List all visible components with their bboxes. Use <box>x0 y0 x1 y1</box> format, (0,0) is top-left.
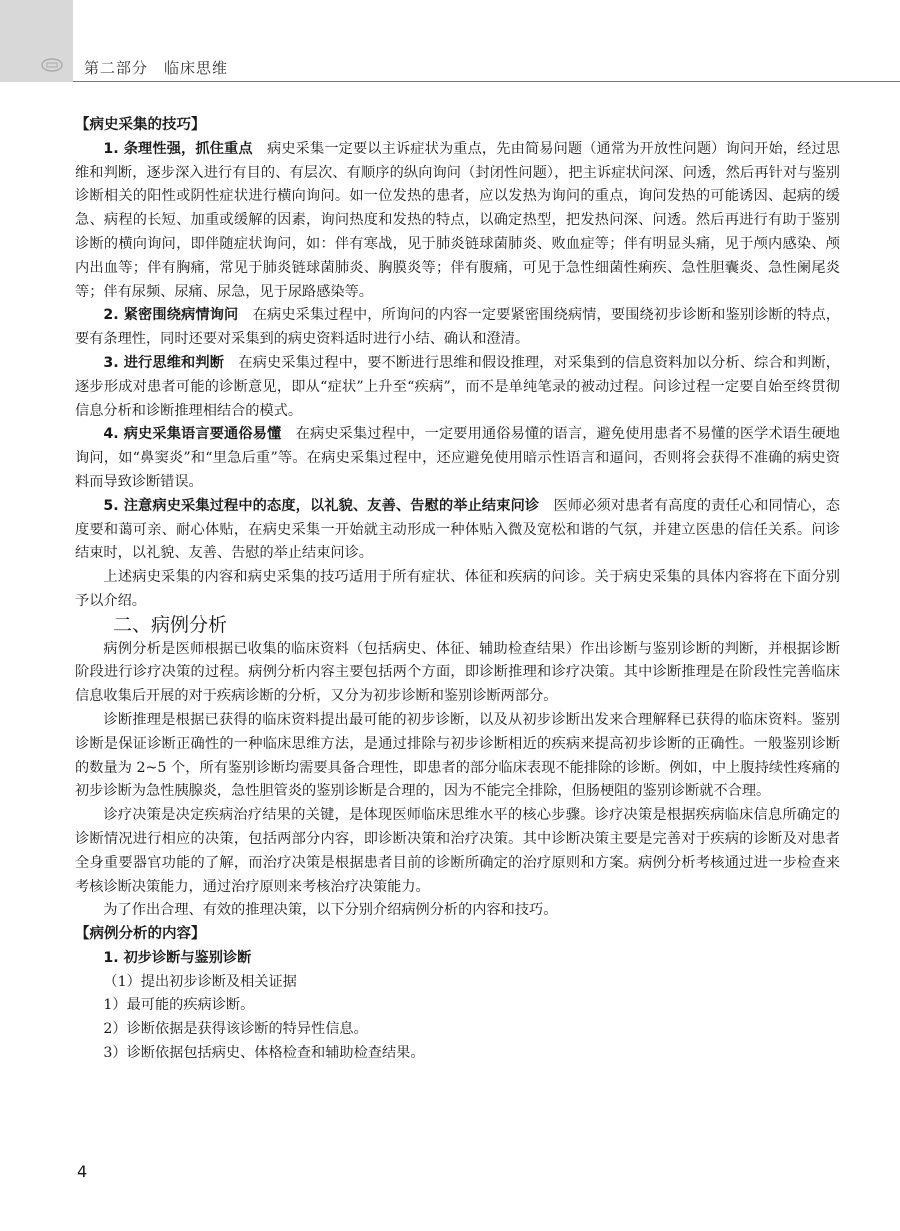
list-item: （1）提出初步诊断及相关证据 <box>103 973 297 990</box>
technique-text: 在病史采集过程中，要不断进行思维和假设推理，对采集到的信息资料加以分析、综合和判断，逐步形成对患者可能的诊断意见，即从“症状”上升至“疾病”，而不是单纯笔录的被动过程。问诊过程一定要自始至终贯彻信息分析和诊断推理相结合的模式。 <box>75 354 840 419</box>
technique-lead: 2. 紧密围绕病情询问 <box>103 307 239 324</box>
technique-text: 医师必须对患者有高度的责任心和同情心，态度要和蔼可亲、耐心体贴，在病史采集一开始就主动形成一种体贴入微及宽松和谐的气氛，并建立医患的信任关系。问诊结束时，以礼貌、友善、告慰的举止结束问诊。 <box>75 497 840 562</box>
techniques-summary: 上述病史采集的内容和病史采集的技巧适用于所有症状、体征和疾病的问诊。关于病史采集的具体内容将在下面分别予以介绍。 <box>75 569 840 609</box>
running-header: 第二部分 临床思维 <box>84 59 229 77</box>
technique-item <box>75 138 840 305</box>
list-item: 2）诊断依据是获得该诊断的特异性信息。 <box>103 1021 368 1038</box>
list-item: 1）最可能的疾病诊断。 <box>103 997 255 1014</box>
case-content-heading: 【病例分析的内容】 <box>75 926 206 943</box>
technique-lead: 1. 条理性强，抓住重点 <box>103 140 253 157</box>
case-paragraph: 诊断推理是根据已获得的临床资料提出最可能的初步诊断，以及从初步诊断出发来合理解释已获得的临床资料。鉴别诊断是保证诊断正确性的一种临床思维方法，是通过排除与初步诊断相近的疾病来提高初步诊断的正确性。一般鉴别诊断的数量为 2~5 个，所有鉴别诊断均需要具备合理性，即患者的部分临床表现不能排除的诊断。例如，中上腹持续性疼痛的初步诊断为急性胰腺炎，急性胆管炎的鉴别诊断是合理的，因为不能完全排除，但肠梗阻的鉴别诊断就不合理。 <box>75 711 840 800</box>
case-paragraph: 诊疗决策是决定疾病治疗结果的关键，是体现医师临床思维水平的核心步骤。诊疗决策是根据疾病临床信息所确定的诊断情况进行相应的决策，包括两部分内容，即诊断决策和治疗决策。其中诊断决策主要是完善对于疾病的诊断及对患者全身重要器官功能的了解，而治疗决策是根据患者目前的诊断所确定的治疗原则和方案。病例分析考核通过进一步检查来考核诊断决策能力，通过治疗原则来考核治疗决策能力。 <box>75 807 840 895</box>
technique-text: 在病史采集过程中，所询问的内容一定要紧密围绕病情，要围绕初步诊断和鉴别诊断的特点，要有条理性，同时还要对采集到的病史资料适时进行小结、确认和澄清。 <box>75 307 840 348</box>
techniques-heading: 【病史采集的技巧】 <box>75 117 206 133</box>
technique-item <box>75 352 840 423</box>
technique-item <box>75 423 840 494</box>
technique-lead: 3. 进行思维和判断 <box>103 354 225 371</box>
page-number: 4 <box>77 1162 88 1181</box>
case-paragraph: 病例分析是医师根据已收集的临床资料（包括病史、体征、辅助检查结果）作出诊断与鉴别诊断的判断，并根据诊断阶段进行诊疗决策的过程。病例分析内容主要包括两个方面，即诊断推理和诊疗决策。其中诊断推理是在阶段性完善临床信息收集后开展的对于疾病诊断的分析，又分为初步诊断和鉴别诊断两部分。 <box>75 640 840 705</box>
technique-lead: 4. 病史采集语言要通俗易懂 <box>103 426 282 443</box>
technique-text: 病史采集一定要以主诉症状为重点，先由简易问题（通常为开放性问题）询问开始，经过思维和判断，逐步深入进行有目的、有层次、有顺序的纵向询问（封闭性问题），把主诉症状问深、问透，然后再针对与鉴别诊断相关的阳性或阴性症状进行横向询问。如一位发热的患者，应以发热为询问的重点，询问发热的可能诱因、起病的缓急、病程的长短、加重或缓解的因素，询问热度和发热的特点，以确定热型，把发热问深、问透。然后再进行有助于鉴别诊断的横向询问，即伴随症状询问，如：伴有寒战，见于肺炎链球菌肺炎、败血症等；伴有明显头痛，见于颅内感染、颅内出血等；伴有胸痛，常见于肺炎链球菌肺炎、胸膜炎等；伴有腹痛，可见于急性细菌性痢疾、急性胆囊炎、急性阑尾炎等；伴有尿频、尿痛、尿急，见于尿路感染等。 <box>75 140 840 300</box>
technique-item <box>75 304 840 352</box>
technique-text: 在病史采集过程中，一定要用通俗易懂的语言，避免使用患者不易懂的医学术语生硬地询问，如“鼻窦炎”和“里急后重”等。在病史采集过程中，还应避免使用暗示性语言和逼问，否则将会获得不准确的病史资料而导致诊断错误。 <box>75 426 840 490</box>
case-subheading: 1. 初步诊断与鉴别诊断 <box>103 949 252 966</box>
technique-lead: 5. 注意病史采集过程中的态度，以礼貌、友善、告慰的举止结束问诊 <box>103 497 540 514</box>
list-item: 3）诊断依据包括病史、体格检查和辅助检查结果。 <box>103 1045 425 1062</box>
page-content <box>75 114 840 1066</box>
publisher-logo-icon <box>40 57 64 73</box>
section-title: 二、病例分析 <box>113 613 228 636</box>
technique-item <box>75 495 840 566</box>
header-rule <box>73 81 900 82</box>
case-paragraph: 为了作出合理、有效的推理决策，以下分别介绍病例分析的内容和技巧。 <box>103 902 558 919</box>
